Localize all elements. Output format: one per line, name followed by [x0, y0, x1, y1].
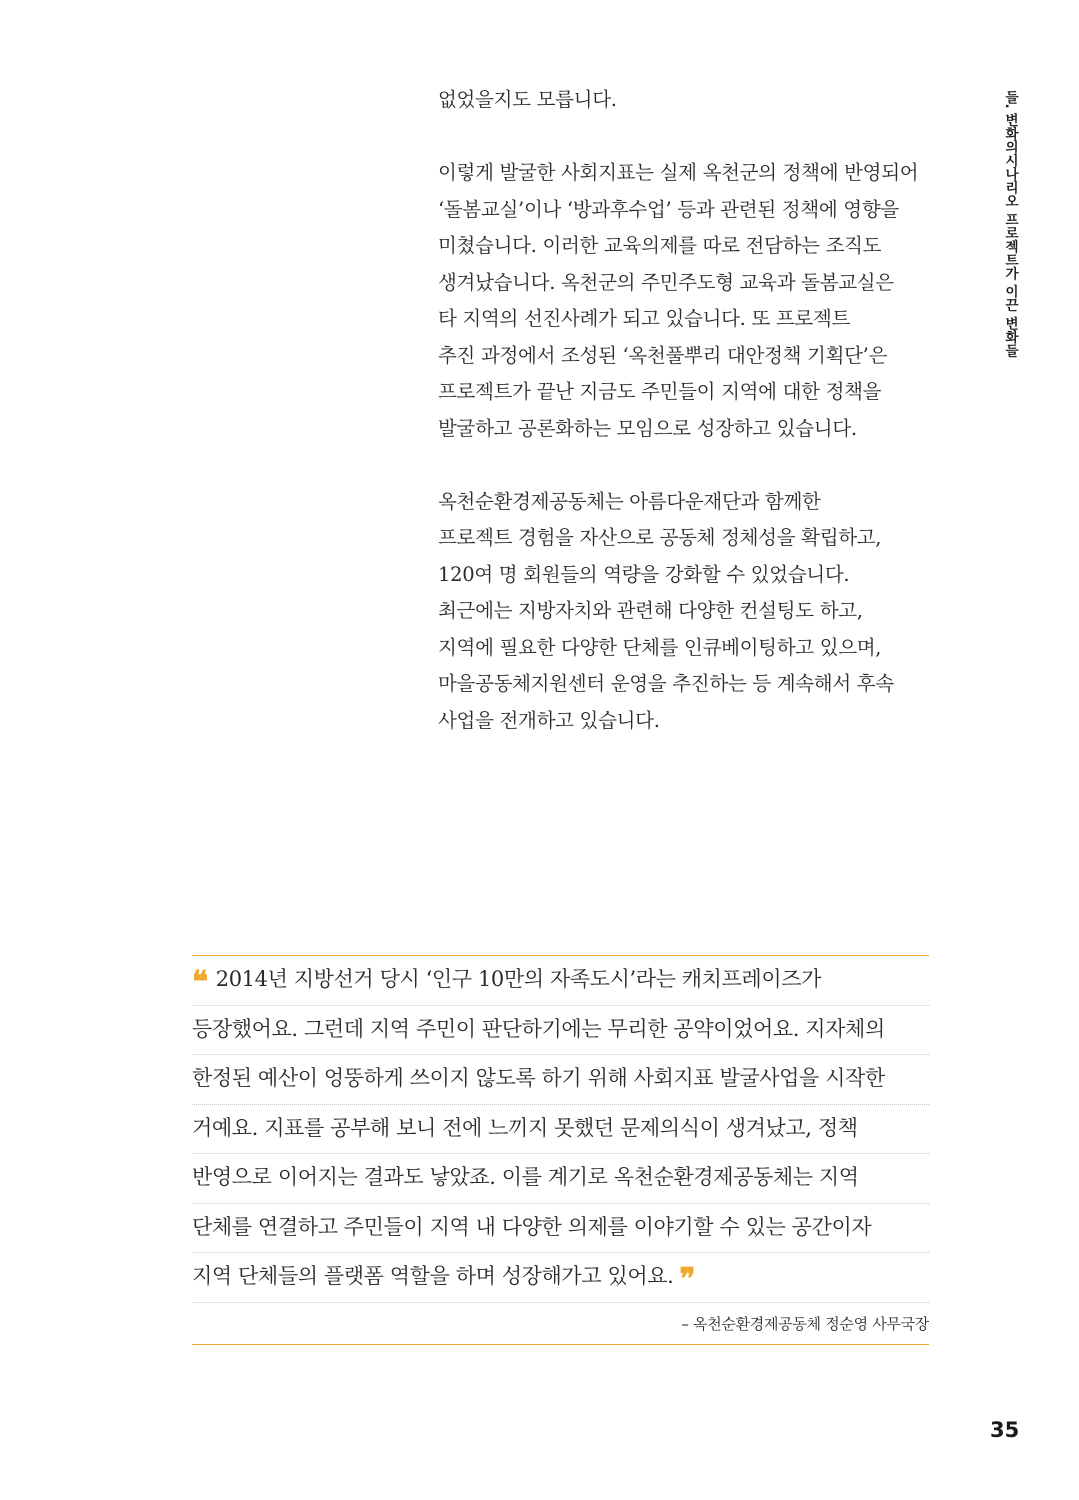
quote-text: 등장했어요. 그런데 지역 주민이 판단하기에는 무리한 공약이었어요. 지자체의 [192, 1016, 885, 1041]
quote-line [192, 1105, 929, 1155]
open-quote-icon: ❝ [192, 965, 208, 1000]
quote-text: 한정된 예산이 엉뚱하게 쓰이지 않도록 하기 위해 사회지표 발굴사업을 시작한 [192, 1066, 885, 1090]
body-text [438, 82, 938, 776]
close-quote-icon: ❞ [679, 1262, 696, 1297]
text-line: ‘돌봄교실’이나 ‘방과후수업’ 등과 관련된 정책에 영향을 [438, 197, 899, 221]
quote-line [192, 1055, 929, 1105]
quote-text: 2014년 지방선거 당시 ‘인구 10만의 자족도시’라는 캐치프레이즈가 [215, 967, 821, 991]
quote-text: 단체를 연결하고 주민들이 지역 내 다양한 의제를 이야기할 수 있는 공간이자 [192, 1214, 872, 1239]
paragraph [438, 155, 938, 447]
text-line: 지역에 필요한 다양한 단체를 인큐베이팅하고 있으며, [438, 635, 882, 659]
paragraph [438, 82, 938, 119]
text-line: 타 지역의 선진사례가 되고 있습니다. 또 프로젝트 [438, 307, 851, 330]
text-line: 사업을 전개하고 있습니다. [438, 708, 660, 732]
quote-line [192, 956, 929, 1006]
text-line: 미쳤습니다. 이러한 교육의제를 따로 전담하는 조직도 [438, 234, 882, 257]
text-line: 생겨났습니다. 옥천군의 주민주도형 교육과 돌봄교실은 [438, 270, 894, 294]
quote-text: 거예요. 지표를 공부해 보니 전에 느끼지 못했던 문제의식이 생겨났고, 정책 [192, 1115, 858, 1140]
text-line: 없었을지도 모릅니다. [438, 88, 617, 111]
text-line: 추진 과정에서 조성된 ‘옥천풀뿌리 대안정책 기획단’은 [438, 343, 888, 367]
quote-text: 반영으로 이어지는 결과도 낳았죠. 이를 계기로 옥천순환경제공동체는 지역 [192, 1165, 859, 1189]
text-line: 프로젝트 경험을 자산으로 공동체 정체성을 확립하고, [438, 526, 882, 549]
quote-text: 지역 단체들의 플랫폼 역할을 하며 성장해가고 있어요. [192, 1264, 674, 1288]
quote-attribution: – 옥천순환경제공동체 정순영 사무국장 [681, 1314, 929, 1333]
text-line: 이렇게 발굴한 사회지표는 실제 옥천군의 정책에 반영되어 [438, 161, 919, 184]
quote-line [192, 1204, 929, 1254]
paragraph [438, 484, 938, 740]
text-line: 120여 명 회원들의 역량을 강화할 수 있었습니다. [438, 562, 850, 586]
quote-line [192, 1154, 929, 1204]
text-line: 프로젝트가 끝난 지금도 주민들이 지역에 대한 정책을 [438, 380, 882, 403]
quote-line [192, 1253, 929, 1303]
text-line: 발굴하고 공론화하는 모임으로 성장하고 있습니다. [438, 416, 857, 440]
text-line: 마을공동체지원센터 운영을 추진하는 등 계속해서 후속 [438, 672, 894, 695]
quote-line [192, 1006, 929, 1056]
pull-quote [192, 955, 929, 1345]
text-line: 옥천순환경제공동체는 아름다운재단과 함께한 [438, 489, 821, 513]
page-number: 35 [990, 1418, 1020, 1442]
text-line: 최근에는 지방자치와 관련해 다양한 컨설팅도 하고, [438, 599, 863, 622]
running-header: 들. 변화의시나리오 프로젝트가 이끈 변화들 [1002, 90, 1018, 357]
